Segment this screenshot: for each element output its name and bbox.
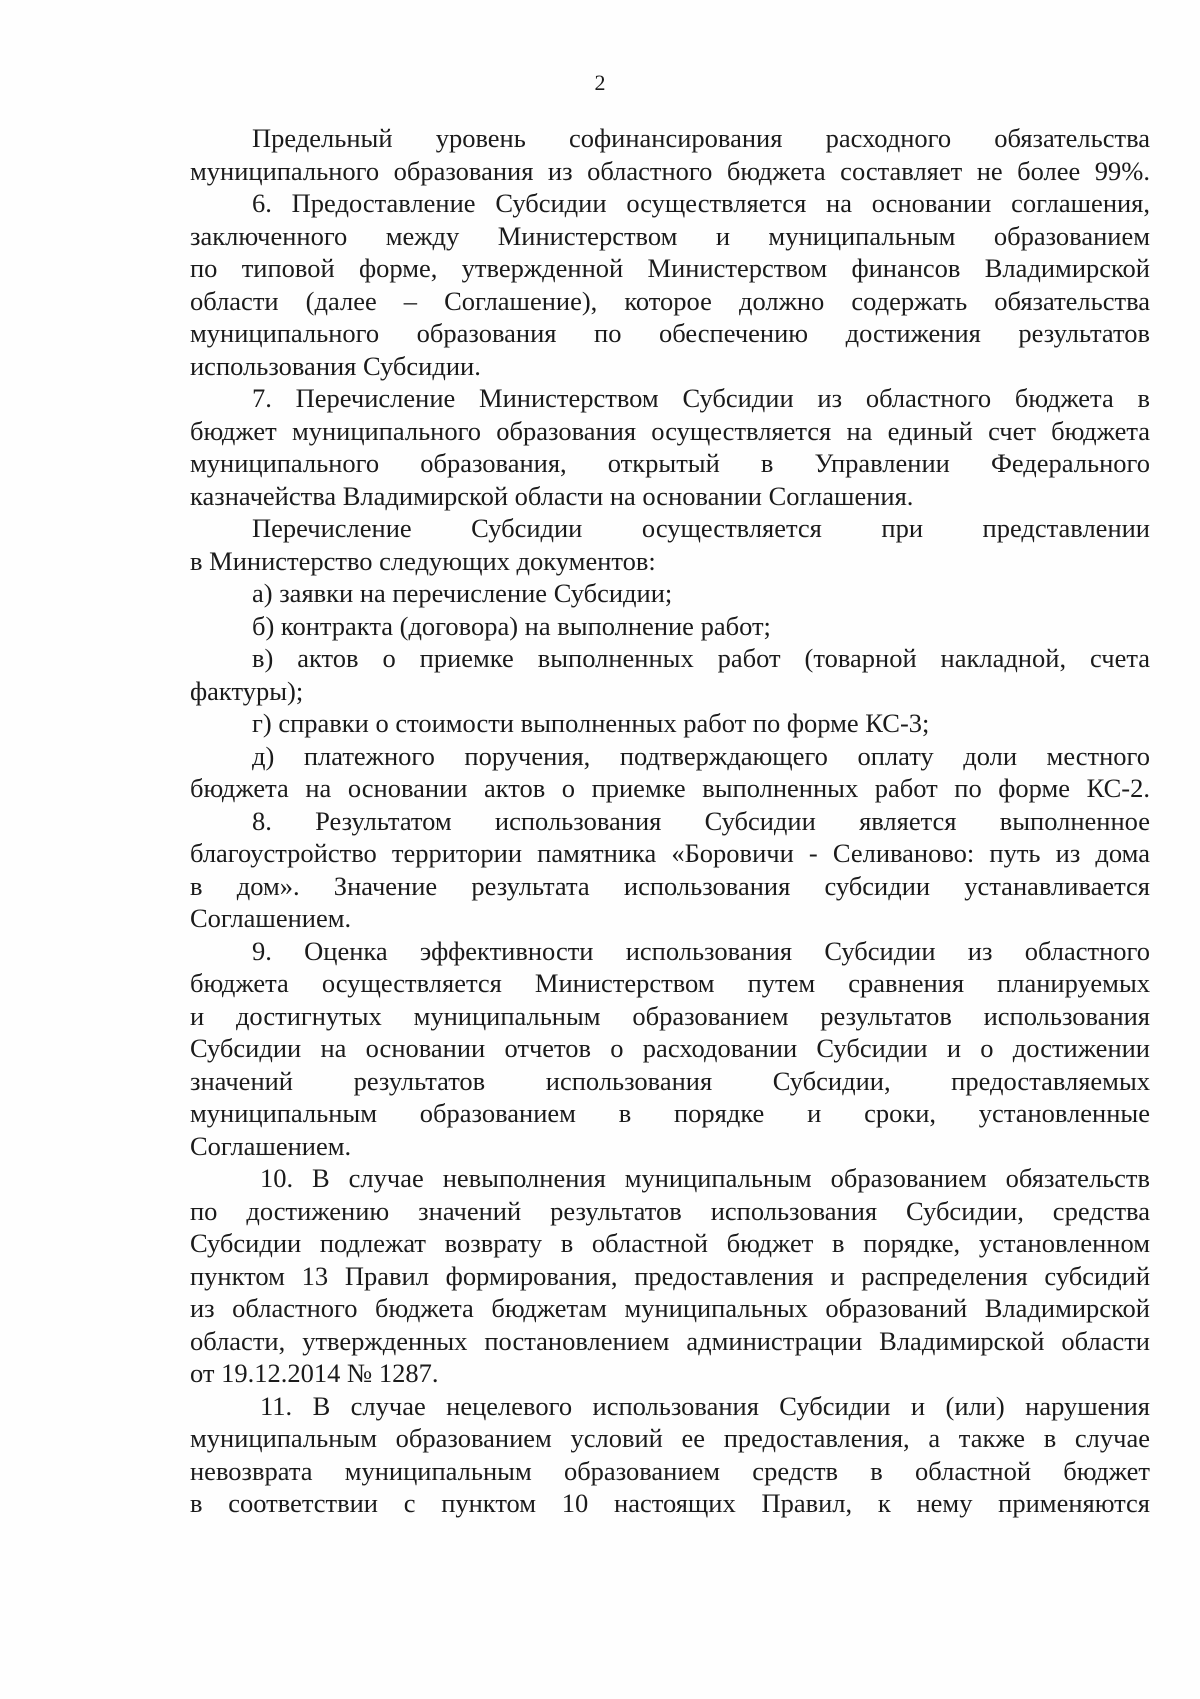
text-line: фактуры); — [190, 675, 304, 706]
text-line: области, утвержденных постановлением администрации Владимирской области — [190, 1325, 1150, 1356]
text-line: Соглашением. — [190, 1130, 352, 1161]
text-line: Перечисление Субсидии осуществляется при представлении — [252, 513, 1150, 543]
text-line: в) актов о приемке выполненных работ (товарной накладной, счета — [252, 643, 1150, 673]
text-line: по типовой форме, утвержденной Министерством финансов Владимирской — [190, 253, 1150, 283]
text-line: Соглашением. — [190, 903, 352, 933]
text-line: от 19.12.2014 № 1287. — [190, 1358, 439, 1388]
text-line: Субсидии на основании отчетов о расходовании Субсидии и о достижении — [190, 1033, 1150, 1063]
text-line: заключенного между Министерством и муниципальным образованием — [190, 220, 1150, 251]
text-line: 7. Перечисление Министерством Субсидии из областного бюджета в — [252, 383, 1150, 413]
text-line: 10. В случае невыполнения муниципальным образованием обязательств — [260, 1163, 1150, 1193]
text-line: 11. В случае нецелевого использования Субсидии и (или) нарушения — [260, 1390, 1150, 1421]
text-line: бюджет муниципального образования осуществляется на единый счет бюджета — [190, 415, 1150, 446]
text-line: из областного бюджета бюджетам муниципальных образований Владимирской — [190, 1293, 1150, 1323]
text-line: благоустройство территории памятника «Боровичи - Селиваново: путь из дома — [190, 838, 1150, 868]
text-line: казначейства Владимирской области на основании Соглашения. — [190, 480, 914, 511]
page-number: 2 — [594, 70, 606, 95]
text-line: по достижению значений результатов использования Субсидии, средства — [190, 1195, 1150, 1226]
text-line: 8. Результатом использования Субсидии является выполненное — [252, 805, 1150, 836]
text-line: Субсидии подлежат возврату в областной бюджет в порядке, установленном — [190, 1228, 1150, 1258]
text-line: муниципального образования, открытый в Управлении Федерального — [190, 448, 1150, 478]
text-line: муниципального образования из областного бюджета составляет не более 99%. — [190, 155, 1150, 186]
document-body — [190, 122, 1150, 1520]
text-line: в дом». Значение результата использования субсидии устанавливается — [190, 870, 1150, 901]
text-line: бюджета осуществляется Министерством путем сравнения планируемых — [190, 968, 1150, 998]
text-line: муниципальным образованием в порядке и сроки, установленные — [190, 1098, 1150, 1128]
text-line: 9. Оценка эффективности использования Субсидии из областного — [252, 935, 1150, 966]
text-line: Предельный уровень софинансирования расходного обязательства — [252, 123, 1150, 153]
text-line: области (далее – Соглашение), которое должно содержать обязательства — [190, 285, 1150, 316]
text-line: пунктом 13 Правил формирования, предоставления и распределения субсидий — [190, 1260, 1150, 1291]
text-line: невозврата муниципальным образованием средств в областной бюджет — [190, 1455, 1150, 1486]
text-line: бюджета на основании актов о приемке выполненных работ по форме КС-2. — [190, 773, 1150, 803]
text-line: значений результатов использования Субсидии, предоставляемых — [190, 1065, 1150, 1096]
text-line: б) контракта (договора) на выполнение работ; — [252, 610, 771, 641]
text-line: 6. Предоставление Субсидии осуществляется на основании соглашения, — [252, 188, 1150, 218]
text-line: использования Субсидии. — [190, 350, 481, 381]
text-line: и достигнутых муниципальным образованием результатов использования — [190, 1000, 1150, 1031]
text-line: в Министерство следующих документов: — [190, 545, 656, 576]
text-line: муниципальным образованием условий ее предоставления, а также в случае — [190, 1423, 1150, 1453]
text-line: г) справки о стоимости выполненных работ по форме КС-3; — [252, 708, 930, 738]
text-line: а) заявки на перечисление Субсидии; — [252, 578, 673, 608]
text-line: д) платежного поручения, подтверждающего оплату доли местного — [252, 740, 1150, 771]
text-line: в соответствии с пунктом 10 настоящих Правил, к нему применяются — [190, 1488, 1150, 1518]
text-line: муниципального образования по обеспечению достижения результатов — [190, 318, 1150, 348]
